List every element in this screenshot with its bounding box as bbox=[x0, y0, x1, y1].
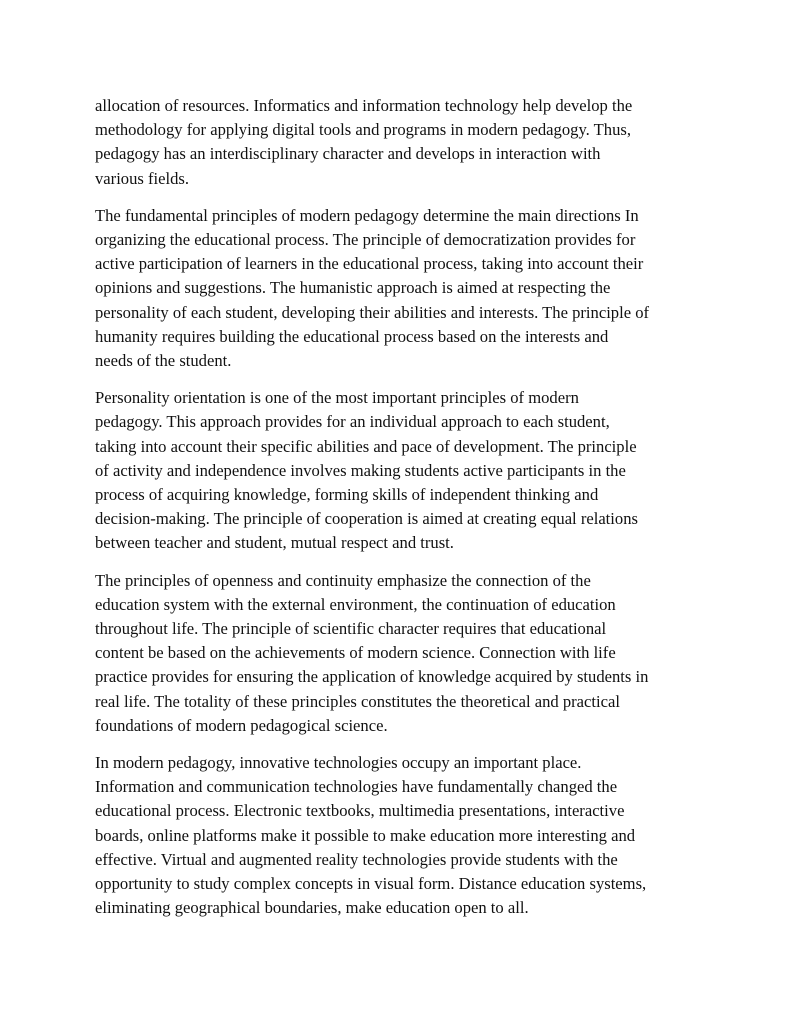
text-line: pedagogy has an interdisciplinary character and develops in interaction with bbox=[95, 144, 601, 164]
paragraph bbox=[95, 204, 715, 373]
text-line: education system with the external environment, the continuation of education bbox=[95, 594, 616, 614]
text-line: needs of the student. bbox=[95, 351, 232, 371]
text-line: educational process. Electronic textbooks, multimedia presentations, interactive bbox=[95, 801, 625, 821]
text-line: The fundamental principles of modern pedagogy determine the main directions In bbox=[95, 205, 639, 225]
text-line: real life. The totality of these principles constitutes the theoretical and practical bbox=[95, 691, 620, 711]
text-line: eliminating geographical boundaries, make education open to all. bbox=[95, 898, 529, 918]
text-line: content be based on the achievements of modern science. Connection with life bbox=[95, 643, 616, 663]
text-line: The principles of openness and continuity emphasize the connection of the bbox=[95, 570, 591, 590]
text-line: Personality orientation is one of the most important principles of modern bbox=[95, 388, 579, 408]
text-line: methodology for applying digital tools and programs in modern pedagogy. Thus, bbox=[95, 120, 631, 140]
text-line: organizing the educational process. The principle of democratization provides for bbox=[95, 230, 636, 250]
text-line: personality of each student, developing their abilities and interests. The principle of bbox=[95, 302, 650, 322]
text-line: decision-making. The principle of cooperation is aimed at creating equal relations bbox=[95, 509, 638, 529]
text-line: practice provides for ensuring the application of knowledge acquired by students in bbox=[95, 667, 649, 687]
text-line: active participation of learners in the educational process, taking into account their bbox=[95, 254, 644, 274]
text-line: Information and communication technologies have fundamentally changed the bbox=[95, 777, 618, 797]
text-line: opinions and suggestions. The humanistic approach is aimed at respecting the bbox=[95, 278, 611, 298]
text-line: allocation of resources. Informatics and information technology help develop the bbox=[95, 96, 633, 115]
text-line: taking into account their specific abilities and pace of development. The principle bbox=[95, 436, 637, 456]
paragraph bbox=[95, 94, 715, 191]
text-line: pedagogy. This approach provides for an individual approach to each student, bbox=[95, 412, 610, 432]
paragraph bbox=[95, 569, 715, 738]
text-line: between teacher and student, mutual respect and trust. bbox=[95, 533, 454, 553]
text-line: of activity and independence involves making students active participants in the bbox=[95, 460, 626, 480]
text-line: boards, online platforms make it possible to make education more interesting and bbox=[95, 825, 636, 845]
text-line: effective. Virtual and augmented reality technologies provide students with the bbox=[95, 849, 618, 869]
paragraph bbox=[95, 751, 715, 920]
text-line: humanity requires building the educational process based on the interests and bbox=[95, 326, 609, 346]
document-body bbox=[95, 94, 715, 934]
text-line: foundations of modern pedagogical science. bbox=[95, 715, 388, 735]
text-line: opportunity to study complex concepts in visual form. Distance education systems, bbox=[95, 874, 647, 894]
text-line: process of acquiring knowledge, forming skills of independent thinking and bbox=[95, 485, 599, 505]
text-line: In modern pedagogy, innovative technologies occupy an important place. bbox=[95, 753, 582, 773]
text-line: throughout life. The principle of scientific character requires that educational bbox=[95, 619, 607, 639]
text-line: various fields. bbox=[95, 168, 190, 188]
paragraph bbox=[95, 386, 715, 555]
